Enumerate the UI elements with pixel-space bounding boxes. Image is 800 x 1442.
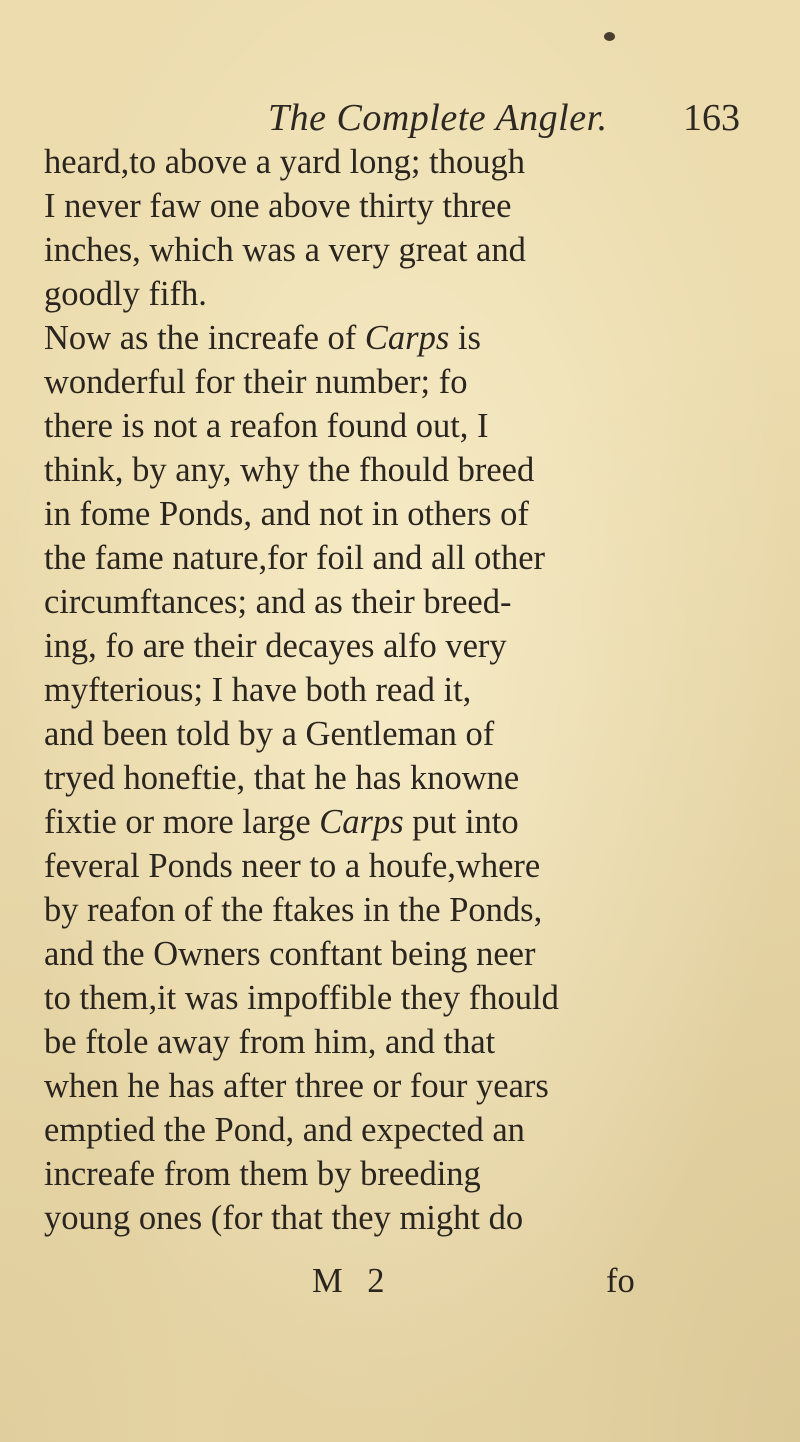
text-segment: there is not a reafon found out, I — [44, 407, 489, 445]
page-footer — [0, 1262, 800, 1306]
text-segment: wonderful for their number; fo — [44, 363, 468, 401]
text-line — [44, 184, 744, 228]
text-segment: feveral Ponds neer to a houfe,where — [44, 847, 541, 885]
text-line — [44, 1064, 744, 1108]
text-segment: heard,to above a yard long; though — [44, 143, 525, 181]
text-segment: the fame nature,for foil and all other — [44, 539, 545, 577]
text-segment: young ones (for that they might do — [44, 1199, 524, 1237]
text-line — [44, 272, 744, 316]
text-segment: and the Owners conftant being neer — [44, 935, 536, 973]
text-segment: Now as the increafe of — [44, 319, 365, 357]
italic-segment: Carps — [364, 319, 450, 357]
text-line — [44, 668, 744, 712]
running-head — [0, 96, 800, 140]
text-line — [44, 140, 744, 184]
text-segment: be ftole away from him, and that — [44, 1023, 496, 1061]
text-segment: emptied the Pond, and expected an — [44, 1111, 525, 1149]
text-line — [44, 492, 744, 536]
text-line — [44, 536, 744, 580]
text-line — [44, 448, 744, 492]
text-line — [44, 888, 744, 932]
text-line — [44, 360, 744, 404]
text-segment: in fome Ponds, and not in others of — [44, 495, 529, 533]
text-line — [44, 580, 744, 624]
text-line — [44, 756, 744, 800]
text-segment: fixtie or more large — [44, 803, 320, 841]
text-segment: ing, fo are their decayes alfo very — [44, 627, 507, 665]
italic-segment: Carps — [319, 803, 404, 841]
text-line — [44, 228, 744, 272]
body-text — [44, 140, 744, 1240]
text-segment: think, by any, why the fhould breed — [44, 451, 535, 489]
text-line — [44, 800, 744, 844]
text-segment: inches, which was a very great and — [44, 231, 526, 269]
text-segment: I never faw one above thirty three — [44, 187, 512, 225]
text-line — [44, 1108, 744, 1152]
text-segment: increafe from them by breeding — [44, 1155, 481, 1193]
text-line — [44, 712, 744, 756]
page-number: 163 — [683, 97, 740, 139]
text-segment: and been told by a Gentleman of — [44, 715, 495, 753]
text-line — [44, 1152, 744, 1196]
text-line — [44, 844, 744, 888]
ink-stain — [604, 32, 615, 41]
running-title: The Complete Angler. — [268, 97, 608, 139]
text-segment: to them,it was impoffible they fhould — [44, 979, 559, 1017]
text-segment: by reafon of the ftakes in the Ponds, — [44, 891, 543, 929]
text-segment: put into — [403, 803, 519, 841]
text-line — [44, 976, 744, 1020]
catchword: fo — [606, 1262, 635, 1300]
text-line — [44, 1020, 744, 1064]
text-segment: circumftances; and as their breed- — [44, 583, 512, 621]
signature-mark: M 2 — [312, 1262, 393, 1300]
text-segment: myfterious; I have both read it, — [44, 671, 472, 709]
text-line — [44, 932, 744, 976]
text-segment: when he has after three or four years — [44, 1067, 549, 1105]
text-line — [44, 316, 744, 360]
text-segment: goodly fifh. — [44, 275, 207, 313]
text-line — [44, 404, 744, 448]
text-line — [44, 624, 744, 668]
text-line — [44, 1196, 744, 1240]
text-segment: is — [449, 319, 481, 357]
text-segment: tryed honeftie, that he has knowne — [44, 759, 520, 797]
